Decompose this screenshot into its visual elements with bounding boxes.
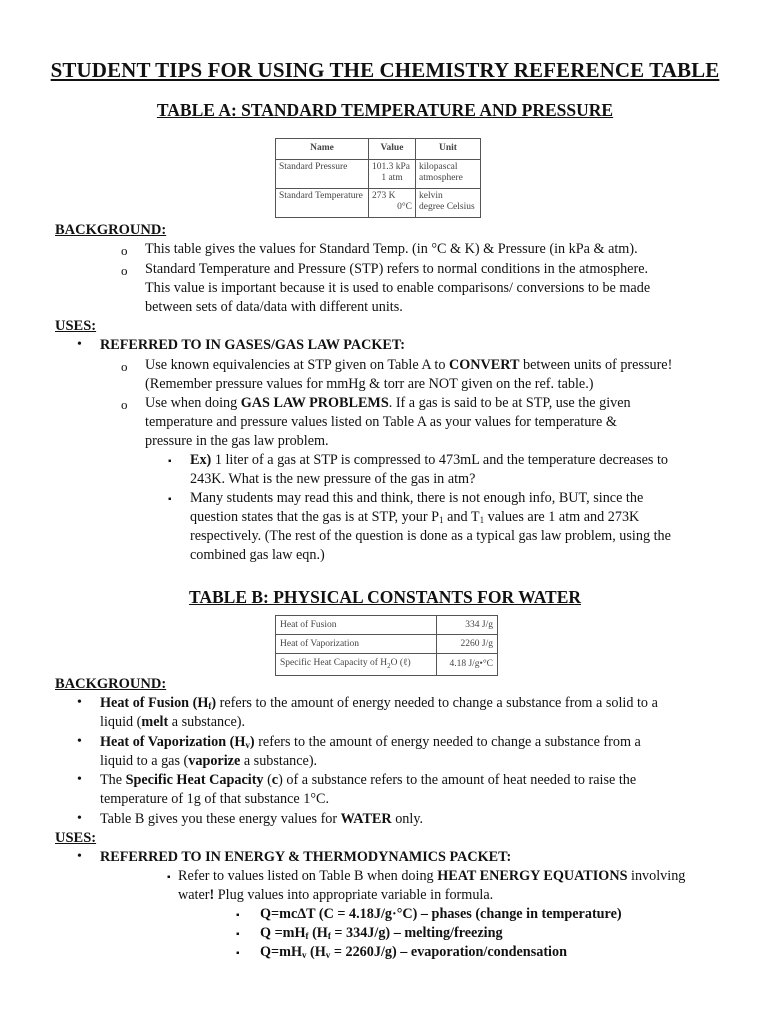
table-a bbox=[275, 138, 481, 218]
background-label-b: BACKGROUND: bbox=[55, 676, 167, 692]
table-cell-name: Heat of Vaporization bbox=[276, 635, 437, 654]
note-l1: Many students may read this and think, there is not enough info, BUT, since the bbox=[190, 490, 644, 506]
referred-a: REFERRED TO IN GASES/GAS LAW PACKET: bbox=[100, 337, 405, 353]
table-cell-value: 334 J/g bbox=[437, 616, 498, 635]
table-cell-value: 273 K 0°C bbox=[369, 188, 416, 217]
table-b-heading: TABLE B: PHYSICAL CONSTANTS FOR WATER bbox=[188, 587, 582, 607]
table-cell-name: Specific Heat Capacity of $H_2O$ (ℓ) bbox=[276, 654, 437, 676]
table-cell-name: Heat of Fusion bbox=[276, 616, 437, 635]
table-cell-value: 101.3 kPa 1 atm bbox=[369, 159, 416, 188]
square-bullet: ▪ bbox=[168, 494, 172, 505]
bg-a-2-l2: This value is important because it is used to enable comparisons/ conversions to be made bbox=[145, 280, 651, 296]
bg-b-1-l2: liquid (melt a substance). bbox=[100, 714, 246, 730]
square-bullet: ▪ bbox=[236, 948, 240, 959]
table-cell-value: 2260 J/g bbox=[437, 635, 498, 654]
dot-bullet: • bbox=[77, 849, 82, 864]
bg-b-1: Heat of Fusion $(H_f)$ refers to the amount of energy needed to change a substance from a solid to a bbox=[100, 695, 658, 711]
table-b bbox=[275, 615, 498, 676]
table-cell-name: Standard Temperature bbox=[276, 188, 369, 217]
table-row bbox=[276, 616, 498, 635]
bg-b-3: The Specific Heat Capacity (c) of a substance refers to the amount of heat needed to raise the bbox=[100, 772, 637, 788]
table-row bbox=[276, 159, 481, 188]
bg-a-2-l1: Standard Temperature and Pressure (STP) refers to normal conditions in the atmosphere. bbox=[145, 261, 649, 277]
page-title: STUDENT TIPS FOR USING THE CHEMISTRY REFERENCE TABLE bbox=[50, 58, 720, 82]
example-l2: 243K. What is the new pressure of the gas in atm? bbox=[190, 471, 476, 487]
uses-label-a: USES: bbox=[55, 318, 97, 334]
circle-bullet: o bbox=[121, 263, 128, 278]
note-l4: combined gas law eqn.) bbox=[190, 547, 325, 563]
table-row bbox=[276, 635, 498, 654]
background-label-a: BACKGROUND: bbox=[55, 222, 167, 238]
equation-3: $Q=mH_v$ $(H_v = 2260J/g)$ – evaporation/condensation bbox=[260, 944, 567, 960]
referred-b: REFERRED TO IN ENERGY & THERMODYNAMICS PACKET: bbox=[100, 849, 512, 865]
circle-bullet: o bbox=[121, 243, 128, 258]
bg-b-3-l2: temperature of 1g of that substance 1°C. bbox=[100, 791, 330, 807]
table-row bbox=[276, 188, 481, 217]
bg-a-1: This table gives the values for Standard Temp. (in °C & K) & Pressure (in kPa & atm). bbox=[145, 241, 638, 257]
square-bullet: ▪ bbox=[168, 456, 172, 467]
table-a-col-name: Name bbox=[276, 139, 369, 160]
table-a-heading: TABLE A: STANDARD TEMPERATURE AND PRESSURE bbox=[156, 100, 614, 120]
square-bullet: ▪ bbox=[236, 910, 240, 921]
equation-2: $Q =mH_f$ $(H_f = 334J/g)$ – melting/freezing bbox=[260, 925, 503, 941]
dot-bullet: • bbox=[77, 337, 82, 352]
square-bullet: ▪ bbox=[236, 929, 240, 940]
example-l1: Ex) 1 liter of a gas at STP is compressed to 473mL and the temperature decreases to bbox=[190, 452, 669, 468]
table-cell-unit: kelvin degree Celsius bbox=[416, 188, 481, 217]
table-a-col-unit: Unit bbox=[416, 139, 481, 160]
bg-b-2: Heat of Vaporization $(H_v)$ refers to the amount of energy needed to change a substance from a bbox=[100, 734, 641, 750]
circle-bullet: o bbox=[121, 359, 128, 374]
dot-bullet: • bbox=[77, 734, 82, 749]
equation-1: Q=mcΔT (C = 4.18J/g·°C) – phases (change in temperature) bbox=[260, 906, 622, 922]
uses-label-b: USES: bbox=[55, 830, 97, 846]
bg-b-2-l2: liquid to a gas (vaporize a substance). bbox=[100, 753, 318, 769]
square-bullet: ▪ bbox=[167, 872, 171, 883]
use-a-1-l2: (Remember pressure values for mmHg & torr are NOT given on the ref. table.) bbox=[145, 376, 594, 392]
dot-bullet: • bbox=[77, 772, 82, 787]
refer-b-1: Refer to values listed on Table B when doing HEAT ENERGY EQUATIONS involving bbox=[178, 868, 686, 884]
use-a-2: Use when doing GAS LAW PROBLEMS. If a gas is said to be at STP, use the given bbox=[145, 395, 631, 411]
table-cell-name: Standard Pressure bbox=[276, 159, 369, 188]
refer-b-1-l2: water! Plug values into appropriate variable in formula. bbox=[178, 887, 494, 903]
note-l2: question states that the gas is at STP, your $P_1$ and $T_1$ values are 1 atm and 273K bbox=[190, 509, 640, 525]
table-row bbox=[276, 654, 498, 676]
dot-bullet: • bbox=[77, 695, 82, 710]
dot-bullet: • bbox=[77, 811, 82, 826]
table-a-col-value: Value bbox=[369, 139, 416, 160]
use-a-1: Use known equivalencies at STP given on Table A to CONVERT between units of pressure! bbox=[145, 357, 673, 373]
use-a-2-l3: pressure in the gas law problem. bbox=[145, 433, 329, 449]
use-a-2-l2: temperature and pressure values listed on Table A as your values for temperature & bbox=[145, 414, 617, 430]
note-l3: respectively. (The rest of the question is done as a typical gas law problem, using the bbox=[190, 528, 671, 544]
table-cell-value: 4.18 J/g•°C bbox=[437, 654, 498, 676]
table-cell-unit: kilopascal atmosphere bbox=[416, 159, 481, 188]
bg-b-4: Table B gives you these energy values for WATER only. bbox=[100, 811, 424, 827]
circle-bullet: o bbox=[121, 397, 128, 412]
bg-a-2-l3: between sets of data/data with different units. bbox=[145, 299, 403, 315]
